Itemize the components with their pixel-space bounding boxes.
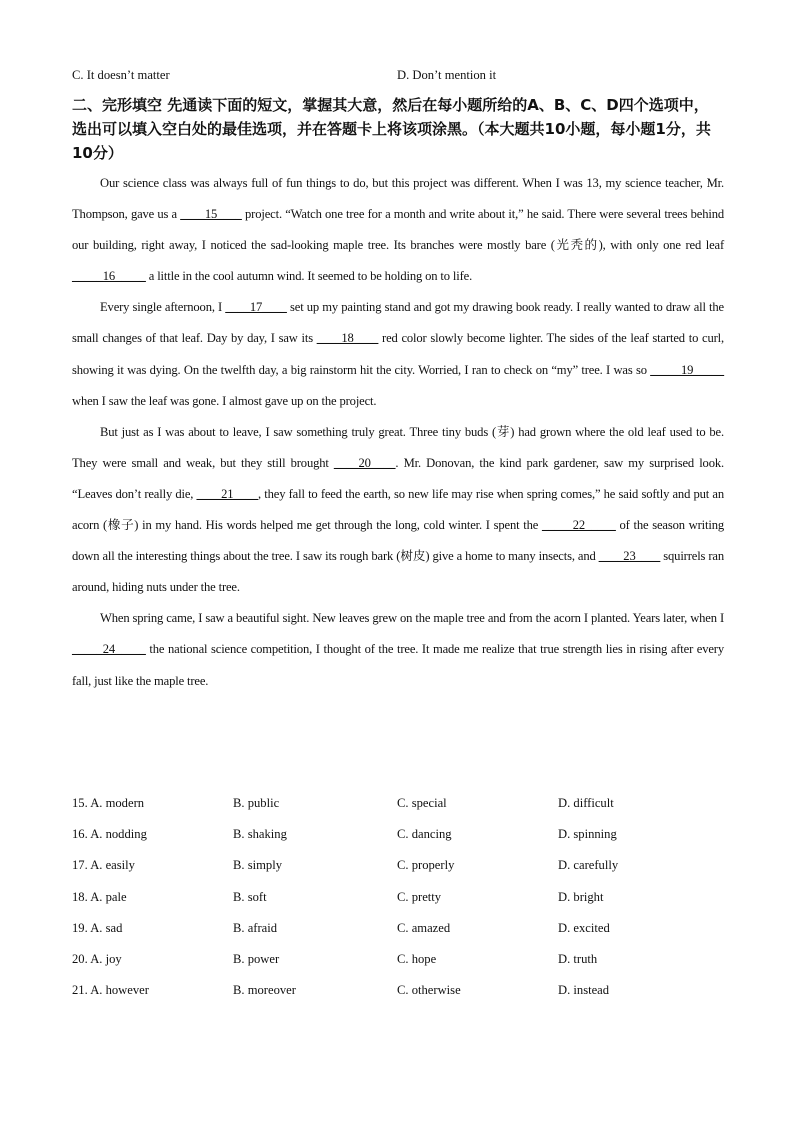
passage-text: of the season writing down all the interesting things about the tree. I saw its rough bark (树皮) give a home to many insects, and <box>72 518 724 564</box>
passage-text: when I saw the leaf was gone. I almost gave up on the project. <box>72 393 377 408</box>
option-b: B. power <box>233 951 280 966</box>
passage-text: . Mr. Donovan, the kind park gardener, saw my surprised look. “Leaves don’t really die, <box>72 455 724 501</box>
passage-text: Our science class was always full of fun things to do, but this project was different. When I was 13, my science teacher, Mr. Thompson, gave us a <box>72 176 724 222</box>
passage-paragraph-1 <box>72 168 724 292</box>
option-b: B. afraid <box>233 920 278 935</box>
blank-22: _____22_____ <box>541 518 616 533</box>
option-c: C. amazed <box>397 920 451 935</box>
blank-20: ____20____ <box>333 455 396 470</box>
option-a: 19. A. sad <box>72 920 123 935</box>
passage-text: squirrels ran around, hiding nuts under the tree. <box>72 549 724 595</box>
passage-text: the national science competition, I thought of the tree. It made me realize that true strength lies in rising after every fall, just like the maple tree. <box>72 642 724 688</box>
option-d: D. truth <box>558 951 598 966</box>
option-b: B. simply <box>233 858 282 873</box>
option-c: C. properly <box>397 858 455 873</box>
passage-text: But just as I was about to leave, I saw something truly great. Three tiny buds (芽) had grown where the old leaf used to be. They were small and weak, but they still brought <box>72 424 724 470</box>
option-d: D. spinning <box>558 827 617 842</box>
question-19-options <box>72 921 732 952</box>
passage-text: When spring came, I saw a beautiful sight. New leaves grew on the maple tree and from the acorn I planted. Years later, when I <box>100 611 724 626</box>
option-d-previous: D. Don’t mention it <box>397 68 497 82</box>
option-c: C. pretty <box>397 889 442 904</box>
blank-23: ____23____ <box>598 549 661 564</box>
blank-24: _____24_____ <box>72 642 146 657</box>
option-d: D. bright <box>558 889 604 904</box>
option-b: B. shaking <box>233 827 287 842</box>
option-c: C. dancing <box>397 827 452 842</box>
answer-options <box>72 796 732 1014</box>
question-21-options <box>72 983 732 1014</box>
passage-text: Every single afternoon, I <box>100 300 226 315</box>
blank-19: _____19_____ <box>650 362 724 377</box>
option-d: D. carefully <box>558 858 619 873</box>
section-heading: 二、完形填空 先通读下面的短文，掌握其大意，然后在每小题所给的A、B、C、D四个选项中，选出可以填入空白处的最佳选项，并在答题卡上将该项涂黑。（本大题共10小题，每小题1分，共10分） <box>72 96 711 162</box>
option-a: 21. A. however <box>72 983 149 998</box>
question-17-options <box>72 858 732 889</box>
option-c: C. special <box>397 796 447 810</box>
option-a: 15. A. modern <box>72 796 145 810</box>
passage-paragraph-2 <box>72 292 724 416</box>
option-b: B. moreover <box>233 983 296 998</box>
cloze-passage <box>72 168 724 697</box>
option-d: D. difficult <box>558 796 614 810</box>
passage-text: , they fall to feed the earth, so new life may rise when spring comes,” he said softly and put an acorn (橡子) in my hand. His words helped me get through the long, cold winter. I spent the <box>72 486 724 533</box>
option-d: D. instead <box>558 983 610 998</box>
question-18-options <box>72 890 732 921</box>
option-c: C. otherwise <box>397 983 461 998</box>
passage-text: a little in the cool autumn wind. It seemed to be holding on to life. <box>145 269 473 284</box>
blank-18: ____18____ <box>316 331 379 346</box>
option-b: B. public <box>233 796 280 810</box>
option-d: D. excited <box>558 920 610 935</box>
option-a: 18. A. pale <box>72 889 127 904</box>
option-a: 20. A. joy <box>72 951 122 966</box>
option-b: B. soft <box>233 889 267 904</box>
passage-text: set up my painting stand and got my drawing book ready. I really wanted to draw all the small changes of that leaf. Day by day, I saw its <box>72 300 724 346</box>
question-15-options <box>72 796 732 827</box>
previous-question-options <box>72 68 732 86</box>
blank-17: ____17____ <box>225 300 287 315</box>
blank-15: ____15____ <box>180 207 242 222</box>
question-16-options <box>72 827 732 858</box>
option-c-previous: C. It doesn’t matter <box>72 68 170 82</box>
question-20-options <box>72 952 732 983</box>
passage-paragraph-3 <box>72 417 724 604</box>
passage-paragraph-4 <box>72 603 724 696</box>
option-a: 16. A. nodding <box>72 827 147 842</box>
blank-16: _____16_____ <box>72 269 146 284</box>
option-a: 17. A. easily <box>72 858 135 873</box>
passage-text: project. “Watch one tree for a month and write about it,” he said. There were several trees behind our building, right away, I noticed the sad-looking maple tree. Its branches were mostly bare (光秃的), with only one red leaf <box>72 207 724 253</box>
blank-21: ____21____ <box>196 486 259 501</box>
option-c: C. hope <box>397 951 437 966</box>
passage-text: red color slowly become lighter. The sides of the leaf started to curl, showing it was dying. On the twelfth day, a big rainstorm hit the city. Worried, I ran to check on “my” tree. I was so <box>72 331 724 377</box>
